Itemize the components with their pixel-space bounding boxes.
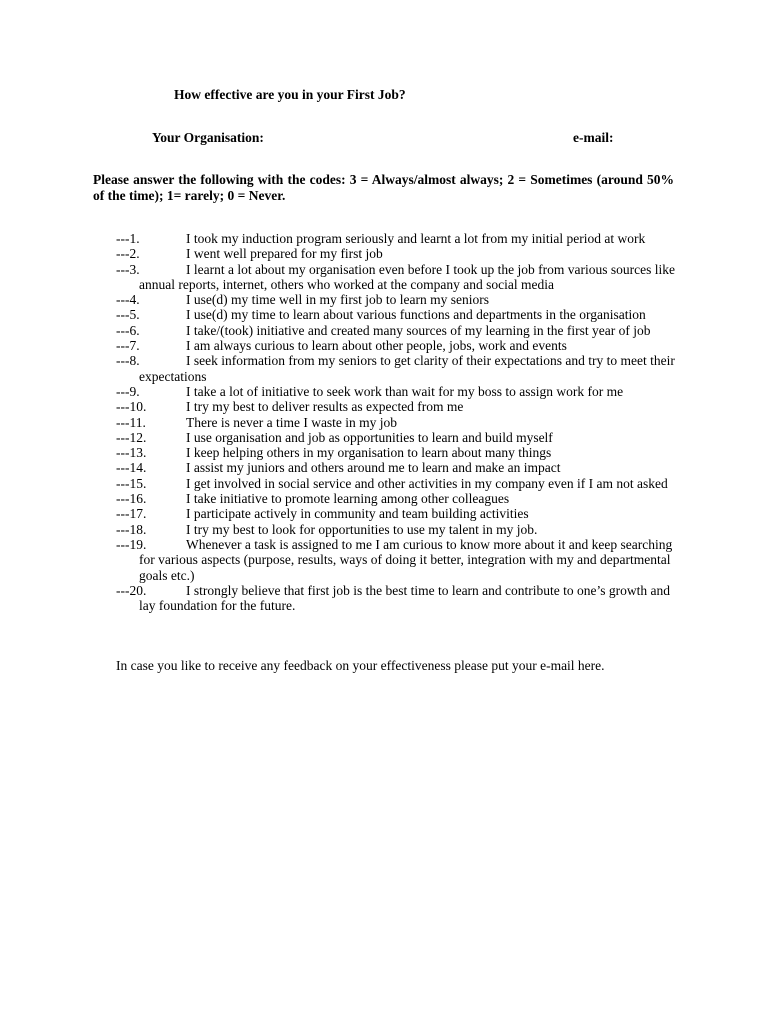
question-item [116, 491, 676, 506]
question-text: I learnt a lot about my organisation even before I took up the job from various sources like annual reports, internet, others who worked at the company and social media [139, 261, 675, 292]
question-number: ---17. [116, 506, 147, 522]
question-text: I seek information from my seniors to get clarity of their expectations and try to meet their expectations [139, 353, 675, 384]
question-number: ---8. [116, 353, 140, 369]
question-text: I try my best to deliver results as expected from me [186, 399, 464, 415]
question-number: ---19. [116, 536, 147, 552]
question-text: I use organisation and job as opportunities to learn and build myself [186, 429, 553, 445]
question-number: ---10. [116, 399, 147, 415]
question-text: I went well prepared for my first job [186, 246, 383, 262]
question-item [116, 353, 676, 384]
question-text: I participate actively in community and team building activities [186, 506, 529, 522]
question-text: I took my induction program seriously and learnt a lot from my initial period at work [186, 231, 646, 246]
question-number: ---4. [116, 292, 140, 308]
question-number: ---5. [116, 307, 140, 323]
question-number: ---13. [116, 445, 147, 461]
question-item [116, 307, 676, 322]
question-number: ---9. [116, 383, 140, 399]
question-item [116, 323, 676, 338]
instructions-text: Please answer the following with the codes: 3 = Always/almost always; 2 = Sometimes (around 50% of the time); 1= rarely; 0 = Never. [93, 172, 674, 203]
email-label: e-mail: [573, 130, 614, 145]
question-text: There is never a time I waste in my job [186, 414, 398, 430]
question-item [116, 460, 676, 475]
question-number: ---11. [116, 414, 146, 430]
question-number: ---2. [116, 246, 140, 262]
question-text: I assist my juniors and others around me to learn and make an impact [186, 460, 561, 476]
question-item [116, 537, 676, 583]
question-text: I take/(took) initiative and created many sources of my learning in the first year of job [186, 322, 651, 338]
question-number: ---16. [116, 491, 147, 507]
question-item [116, 231, 676, 246]
page-title: How effective are you in your First Job? [174, 87, 406, 102]
question-item [116, 445, 676, 460]
question-item [116, 338, 676, 353]
question-text: I use(d) my time to learn about various functions and departments in the organisation [186, 307, 646, 323]
question-item [116, 476, 676, 491]
question-text: I take a lot of initiative to seek work than wait for my boss to assign work for me [186, 383, 624, 399]
question-text: I am always curious to learn about other people, jobs, work and events [186, 338, 567, 354]
question-text: I keep helping others in my organisation to learn about many things [186, 445, 552, 461]
question-item [116, 262, 676, 293]
question-text: I use(d) my time well in my first job to learn my seniors [186, 292, 489, 308]
question-text: I try my best to look for opportunities to use my talent in my job. [186, 521, 538, 537]
question-number: ---18. [116, 521, 147, 537]
question-item [116, 246, 676, 261]
question-item [116, 583, 676, 614]
question-number: ---12. [116, 429, 147, 445]
question-text: I strongly believe that first job is the best time to learn and contribute to one’s growth and lay foundation for the future. [139, 582, 671, 614]
question-item [116, 415, 676, 430]
question-item [116, 430, 676, 445]
question-text: I take initiative to promote learning among other colleagues [186, 491, 510, 507]
organisation-label: Your Organisation: [152, 130, 264, 145]
question-number: ---15. [116, 475, 147, 491]
question-text: Whenever a task is assigned to me I am curious to know more about it and keep searching for various aspects (purpose, results, ways of doing it better, integration with my and departmental goals etc.) [139, 536, 673, 583]
question-number: ---6. [116, 322, 140, 338]
question-number: ---1. [116, 231, 140, 246]
question-number: ---7. [116, 338, 140, 354]
question-item [116, 522, 676, 537]
question-list [116, 231, 676, 613]
question-item [116, 292, 676, 307]
question-item [116, 399, 676, 414]
question-text: I get involved in social service and other activities in my company even if I am not asked [186, 475, 668, 491]
question-number: ---3. [116, 261, 140, 277]
feedback-note: In case you like to receive any feedback on your effectiveness please put your e-mail here. [116, 658, 605, 673]
question-number: ---14. [116, 460, 147, 476]
question-number: ---20. [116, 582, 147, 598]
question-item [116, 384, 676, 399]
question-item [116, 506, 676, 521]
